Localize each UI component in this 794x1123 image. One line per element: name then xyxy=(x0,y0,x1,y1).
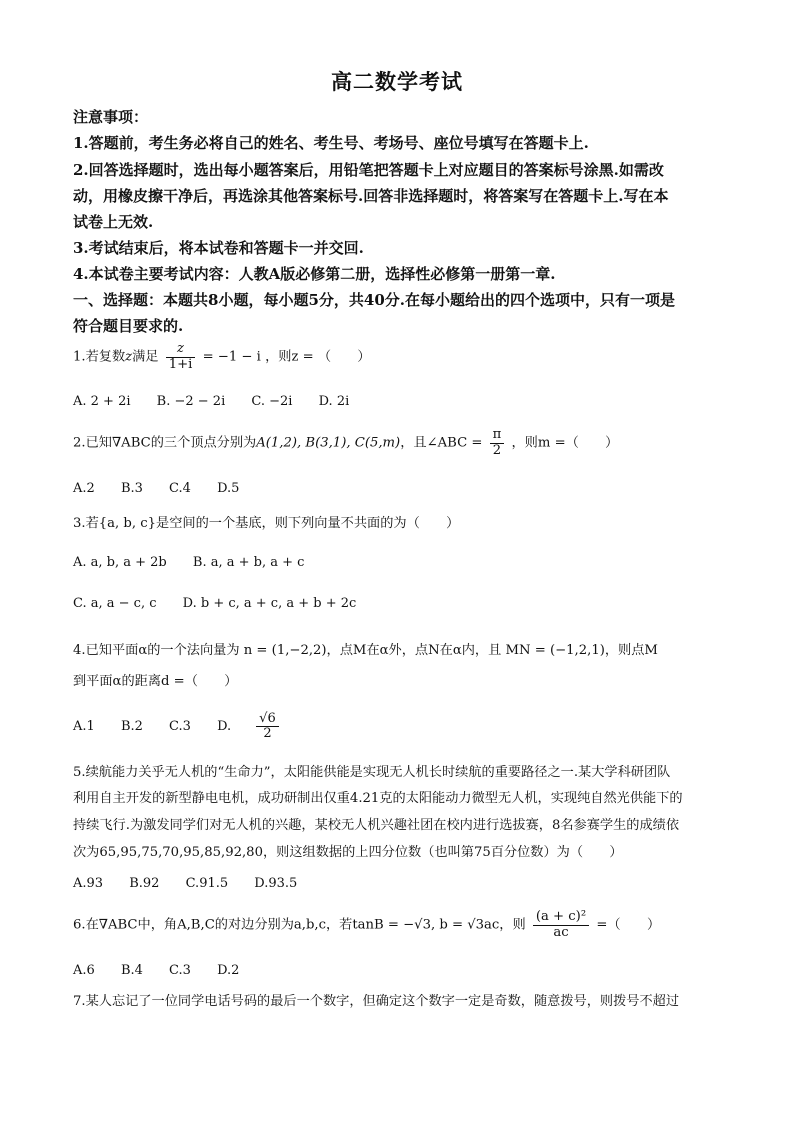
q3-options-row2 xyxy=(73,596,378,611)
q5-options xyxy=(73,876,319,891)
q2-fraction: $\frac{\pi}{2}$ xyxy=(490,428,505,458)
q4-options xyxy=(73,712,345,742)
q4-option-c: C.3 xyxy=(169,719,191,735)
q3-option-b: B. a, a + b, a + c xyxy=(192,555,305,570)
q5-option-b: B.92 xyxy=(129,876,160,891)
notice-item-2-end: 试卷上无效. xyxy=(73,213,154,231)
question-1: 1.若复数z满足 $\frac{z}{1+i}$ = −1 − i ，则z = （ ） xyxy=(73,341,371,372)
notice-item-1: 1.答题前，考生务必将自己的姓名、考生号、考场号、座位号填写在答题卡上. xyxy=(73,134,589,152)
notice-item-4: 4.本试卷主要考试内容：人教A版必修第二册，选择性必修第一册第一章. xyxy=(73,265,556,283)
q1-option-a: A. 2 + 2i xyxy=(73,394,131,409)
q6-option-a: A.6 xyxy=(73,963,95,978)
notice-item-3: 3.考试结束后，将本试卷和答题卡一并交回. xyxy=(73,239,364,257)
question-5: 5.续航能力关乎无人机的“生命力”，太阳能供能是实现无人机长时续航的重要路径之一.某大学科研团队 xyxy=(73,765,671,780)
q5-option-d: D.93.5 xyxy=(254,876,298,891)
q1-option-d: D. 2i xyxy=(318,394,350,409)
q1-options xyxy=(73,394,371,409)
q5-option-a: A.93 xyxy=(73,876,104,891)
notice-item-2-cont: 动，用橡皮擦干净后，再选涂其他答案标号.回答非选择题时，将答案写在答题卡上.写在本 xyxy=(73,187,669,205)
question-4-cont: 到平面α的距离d =（ ） xyxy=(73,674,238,689)
question-5-line2: 利用自主开发的新型静电电机，成功研制出仅重4.21克的太阳能动力微型无人机，实现纯自然光供能下的 xyxy=(73,791,683,806)
notice-heading: 注意事项： xyxy=(73,108,149,126)
section-heading-cont: 符合题目要求的. xyxy=(73,317,184,335)
q2-option-c: C.4 xyxy=(169,481,191,496)
question-2: 2.已知∇ABC的三个顶点分别为A(1,2), B(3,1), C(5,m)，且∠ABC = $\frac{\pi}{2}$ ，则m =（ ） xyxy=(73,427,619,458)
q5-option-c: C.91.5 xyxy=(185,876,229,891)
q4-option-d: D. $\frac{√6}{2}$ xyxy=(217,719,323,734)
q2-option-d: D.5 xyxy=(217,481,240,496)
q4-option-a: A.1 xyxy=(73,719,95,735)
q1-option-c: C. −2i xyxy=(251,394,293,409)
q3-option-d: D. b + c, a + c, a + b + 2c xyxy=(182,596,357,611)
q1-option-b: B. −2 − 2i xyxy=(156,394,226,409)
question-3: 3.若{a, b, c}是空间的一个基底，则下列向量不共面的为（ ） xyxy=(73,516,460,531)
q6-option-c: C.3 xyxy=(169,963,191,978)
question-5-line4: 次为65,95,75,70,95,85,92,80，则这组数据的上四分位数（也叫第75百分位数）为（ ） xyxy=(73,845,623,860)
q6-option-d: D.2 xyxy=(217,963,240,978)
question-5-line3: 持续飞行.为激发同学们对无人机的兴趣，某校无人机兴趣社团在校内进行选拔赛，8名参赛学生的成绩依 xyxy=(73,818,680,833)
q2-option-a: A.2 xyxy=(73,481,95,496)
q3-options-row1 xyxy=(73,555,326,570)
q6-option-b: B.4 xyxy=(120,963,143,978)
question-4: 4.已知平面α的一个法向量为 n = (1,−2,2)，点M在α外，点N在α内，且 MN = (−1,2,1)，则点M xyxy=(73,643,658,658)
q1-fraction: $\frac{z}{1+i}$ xyxy=(166,342,196,372)
question-6: 6.在∇ABC中，角A,B,C的对边分别为a,b,c，若tanB = −√3, b = √3ac，则 $\frac{\text{(a + c)²}}{ac}$ =（ ） xyxy=(73,909,661,940)
q6-fraction: $\frac{\text{(a + c)²}}{ac}$ xyxy=(533,910,589,940)
question-7: 7.某人忘记了一位同学电话号码的最后一个数字，但确定这个数字一定是奇数，随意拨号，则拨号不超过 xyxy=(73,994,680,1009)
page-title: 高二数学考试 xyxy=(331,69,463,94)
q6-options xyxy=(73,963,261,978)
q3-option-c: C. a, a − c, c xyxy=(73,596,157,611)
q4-option-b: B.2 xyxy=(120,719,143,735)
section-heading: 一、选择题：本题共8小题，每小题5分，共40分.在每小题给出的四个选项中，只有一项是 xyxy=(73,291,675,309)
q2-option-b: B.3 xyxy=(120,481,143,496)
q2-options xyxy=(73,481,261,496)
q3-option-a: A. a, b, a + 2b xyxy=(73,555,167,570)
notice-item-2: 2.回答选择题时，选出每小题答案后，用铅笔把答题卡上对应题目的答案标号涂黑.如需改 xyxy=(73,161,664,179)
